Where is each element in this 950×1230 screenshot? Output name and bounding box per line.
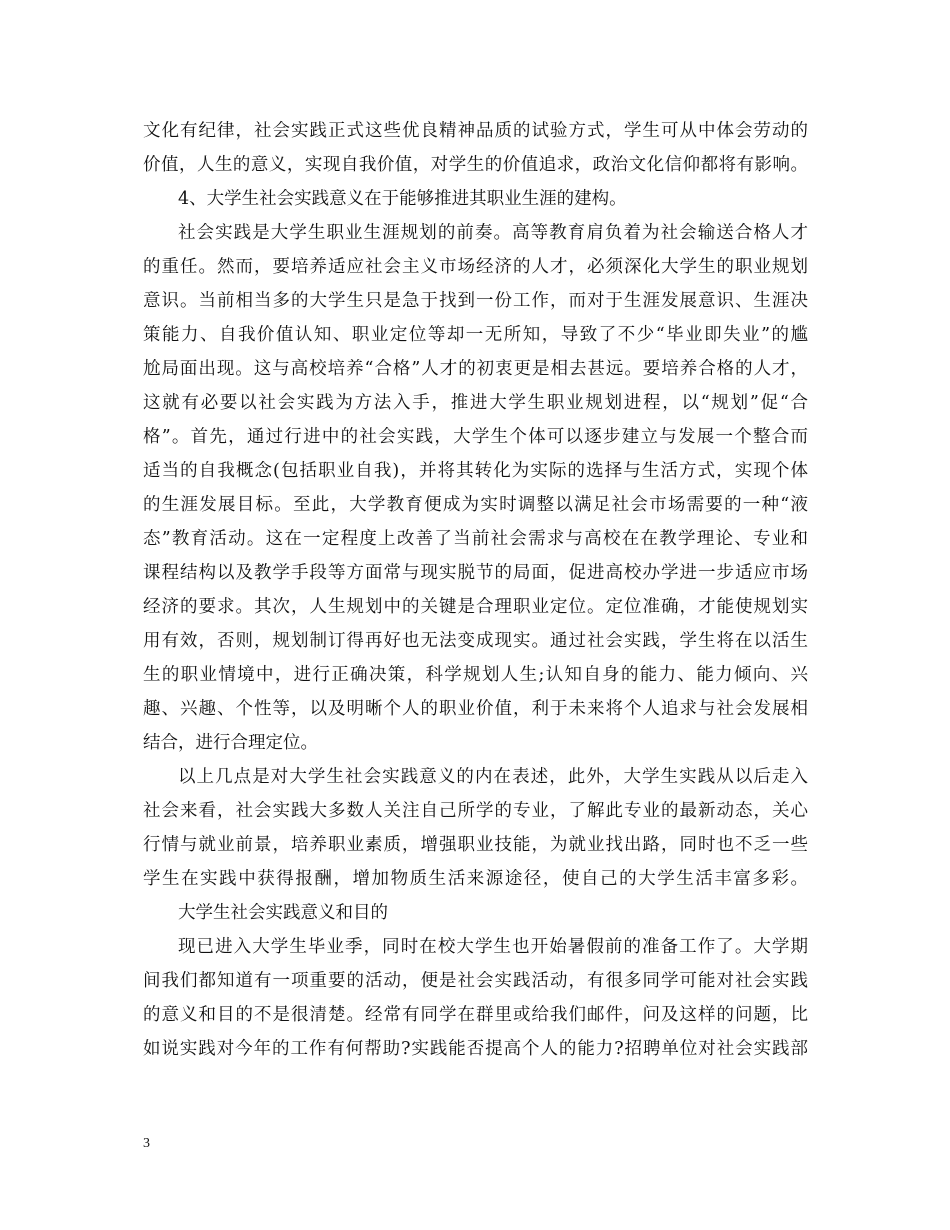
text-line: 价值，人生的意义，实现自我价值，对学生的价值追求，政治文化信仰都将有影响。 <box>143 155 808 175</box>
text-line: 现已进入大学生毕业季，同时在校大学生也开始暑假前的准备工作了。大学期 <box>178 937 808 957</box>
text-line: 这就有必要以社会实践为方法入手，推进大学生职业规划进程，以“规划”促“合 <box>143 393 808 413</box>
text-line: 尬局面出现。这与高校培养“合格”人才的初衷更是相去甚远。要培养合格的人才， <box>143 359 808 379</box>
text-line: 社会来看，社会实践大多数人关注自己所学的专业，了解此专业的最新动态，关心 <box>143 801 808 821</box>
text-line: 社会实践是大学生职业生涯规划的前奏。高等教育肩负着为社会输送合格人才 <box>178 223 808 243</box>
text-line: 学生在实践中获得报酬，增加物质生活来源途径，使自己的大学生活丰富多彩。 <box>143 869 808 889</box>
text-line: 间我们都知道有一项重要的活动，便是社会实践活动，有很多同学可能对社会实践 <box>143 971 808 991</box>
text-line: 态”教育活动。这在一定程度上改善了当前社会需求与高校在在教学理论、专业和 <box>143 529 808 549</box>
text-line: 生的职业情境中，进行正确决策，科学规划人生;认知自身的能力、能力倾向、兴 <box>143 665 808 685</box>
text-line: 经济的要求。其次，人生规划中的关键是合理职业定位。定位准确，才能使规划实 <box>143 597 808 617</box>
text-line: 意识。当前相当多的大学生只是急于找到一份工作，而对于生涯发展意识、生涯决 <box>143 291 808 311</box>
text-line: 结合，进行合理定位。 <box>143 733 318 753</box>
page-number: 3 <box>143 1136 150 1151</box>
body-text <box>143 114 808 1066</box>
text-line: 4、大学生社会实践意义在于能够推进其职业生涯的建构。 <box>178 189 627 209</box>
text-line: 行情与就业前景，培养职业素质，增强职业技能，为就业找出路，同时也不乏一些 <box>143 835 808 855</box>
text-line: 适当的自我概念(包括职业自我)，并将其转化为实际的选择与生活方式，实现个体 <box>143 461 808 481</box>
text-line: 的重任。然而，要培养适应社会主义市场经济的人才，必须深化大学生的职业规划 <box>143 257 808 277</box>
text-line: 的意义和目的不是很清楚。经常有同学在群里或给我们邮件，问及这样的问题，比 <box>143 1005 808 1025</box>
text-line: 的生涯发展目标。至此，大学教育便成为实时调整以满足社会市场需要的一种“液 <box>143 495 808 515</box>
text-line: 课程结构以及教学手段等方面常与现实脱节的局面，促进高校办学进一步适应市场 <box>143 563 808 583</box>
text-line: 策能力、自我价值认知、职业定位等却一无所知，导致了不少“毕业即失业”的尴 <box>143 325 808 345</box>
text-line: 以上几点是对大学生社会实践意义的内在表述，此外，大学生实践从以后走入 <box>178 767 808 787</box>
text-line: 格”。首先，通过行进中的社会实践，大学生个体可以逐步建立与发展一个整合而 <box>143 427 808 447</box>
text-line: 文化有纪律，社会实践正式这些优良精神品质的试验方式，学生可从中体会劳动的 <box>143 121 808 141</box>
text-line: 大学生社会实践意义和目的 <box>178 903 388 923</box>
text-line: 趣、兴趣、个性等，以及明晰个人的职业价值，利于未来将个人追求与社会发展相 <box>143 699 808 719</box>
text-line: 用有效，否则，规划制订得再好也无法变成现实。通过社会实践，学生将在以活生 <box>143 631 808 651</box>
text-line: 如说实践对今年的工作有何帮助?实践能否提高个人的能力?招聘单位对社会实践部 <box>143 1039 808 1059</box>
